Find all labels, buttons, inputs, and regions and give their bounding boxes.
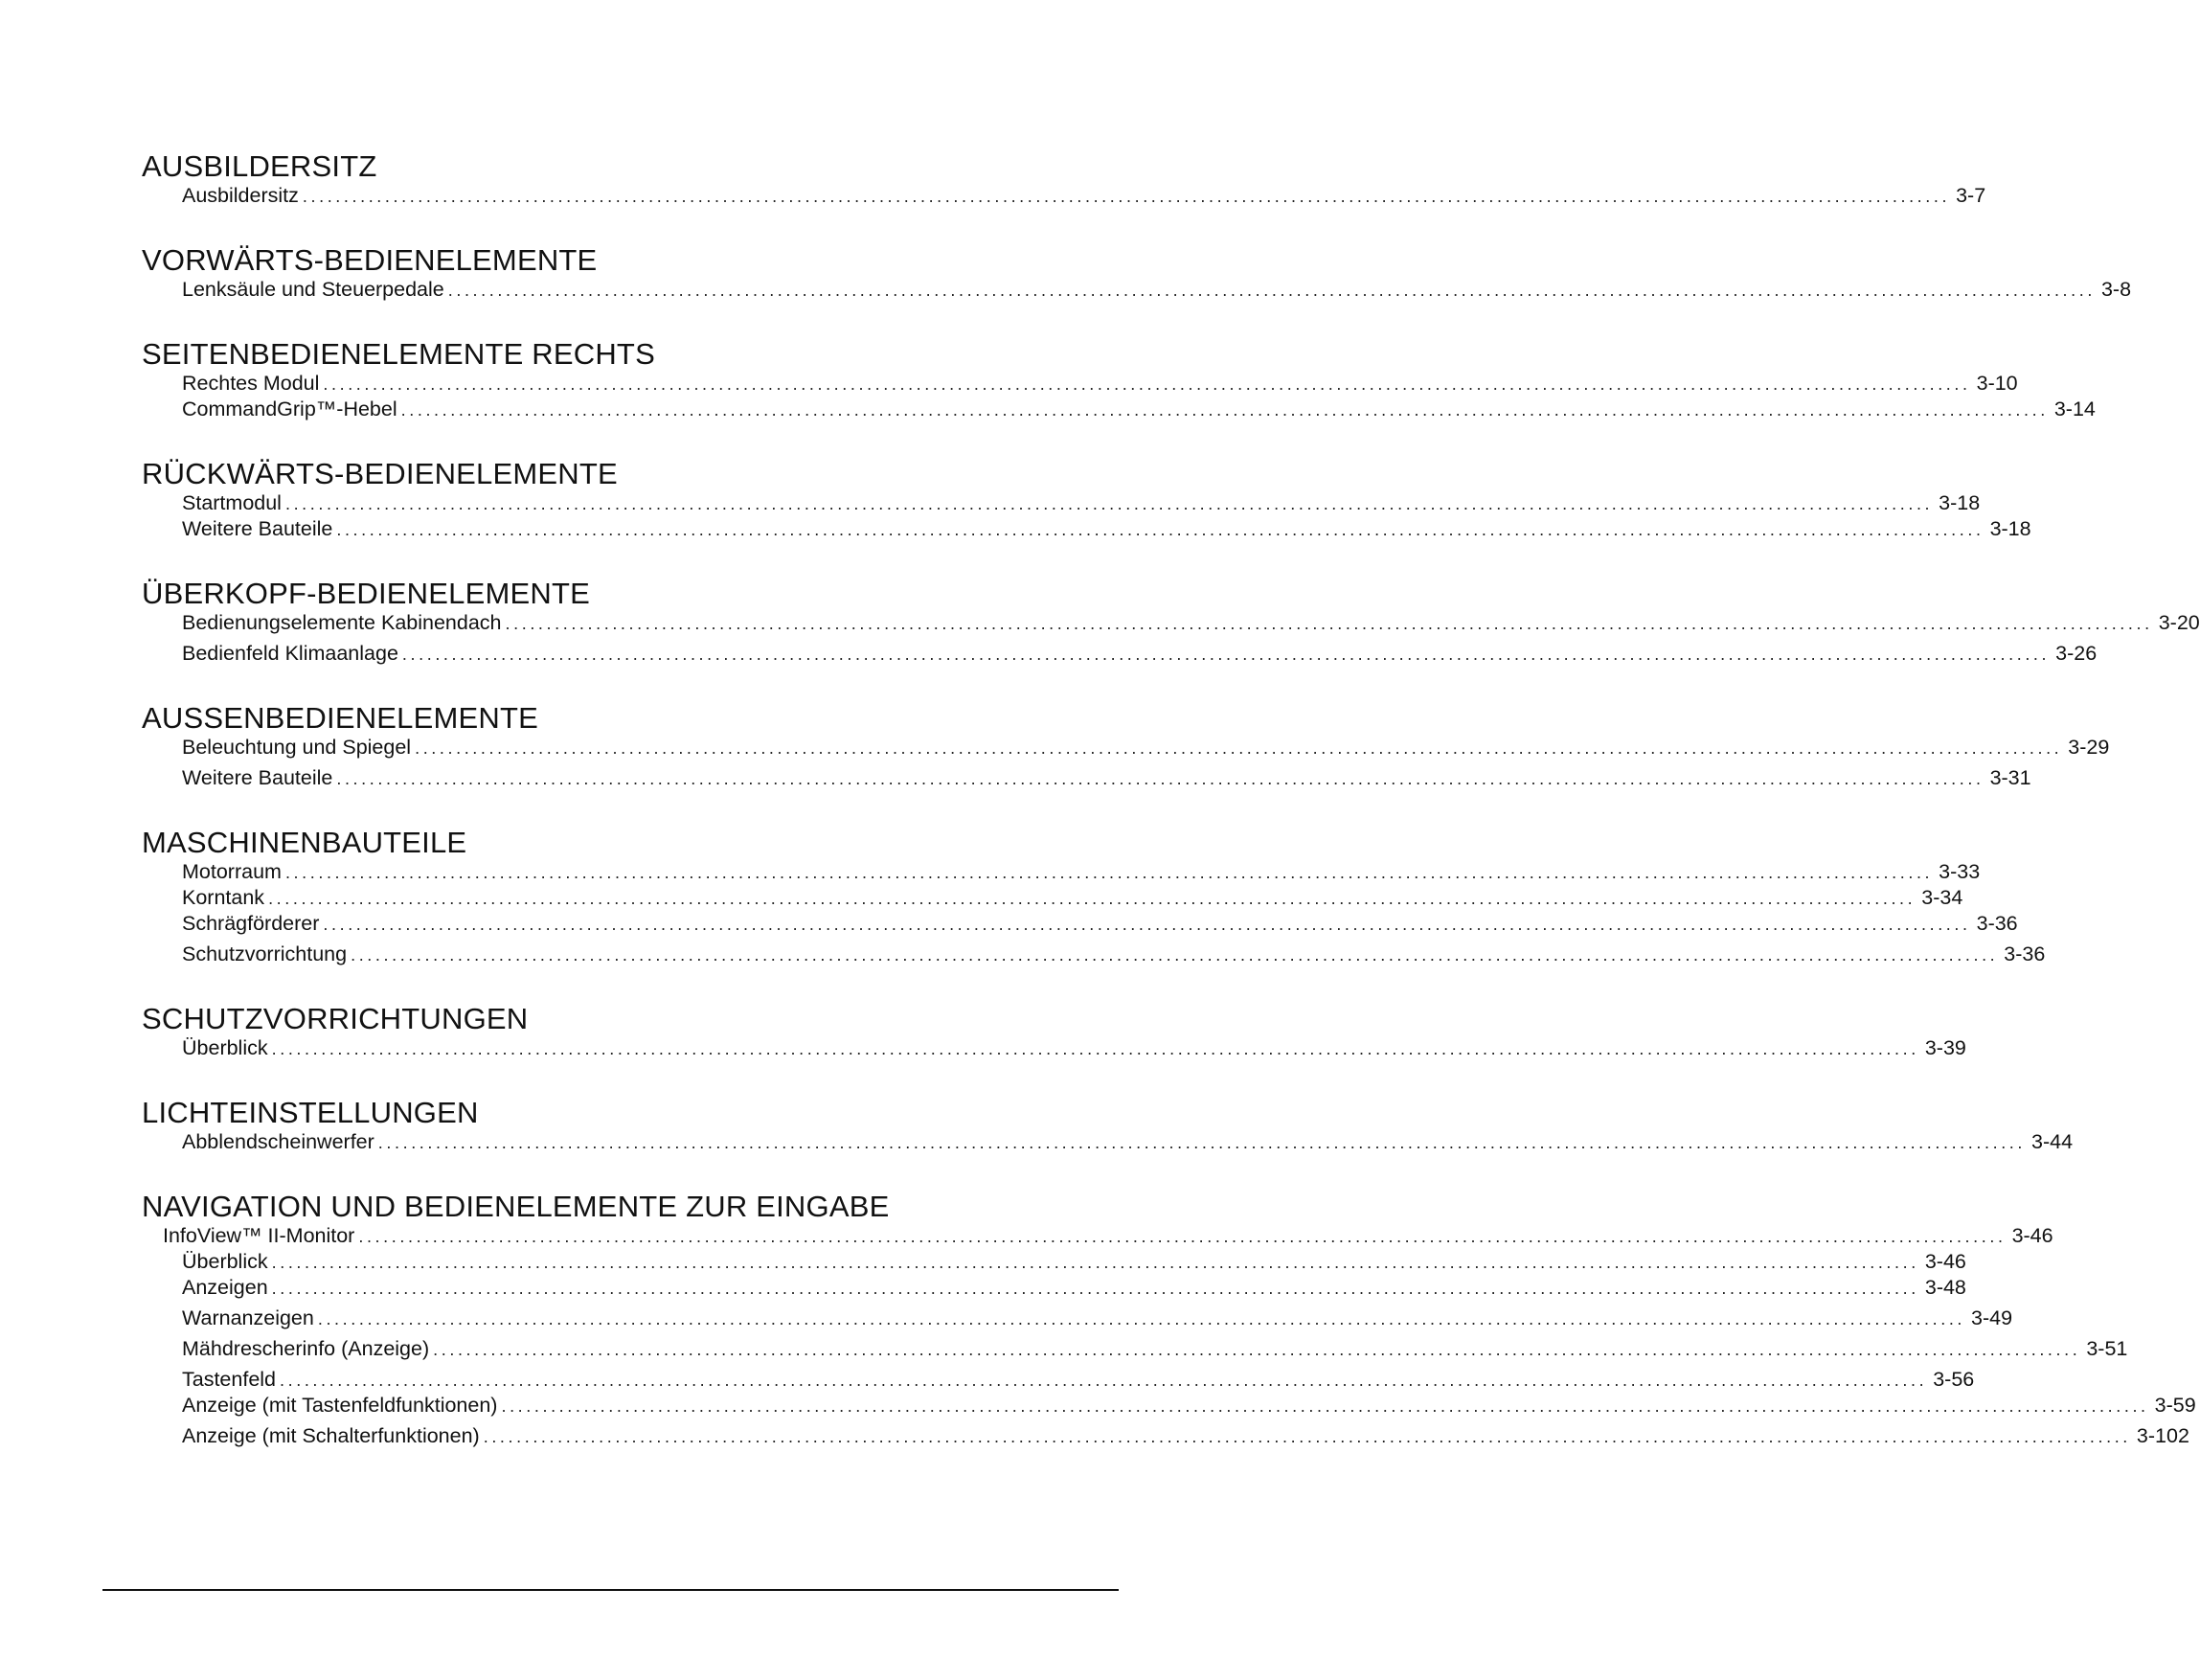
- entry-title: Mähdrescherinfo (Anzeige): [182, 1337, 430, 1360]
- toc-entry[interactable]: [142, 610, 2200, 636]
- dot-leader: ........................................................................................................................................................................................................: [271, 1253, 1919, 1272]
- dot-leader: ........................................................................................................................................................................................................: [447, 281, 2096, 300]
- dot-leader: ........................................................................................................................................................................................................: [351, 945, 1999, 965]
- dot-leader: ........................................................................................................................................................................................................: [268, 889, 1916, 908]
- toc-section: [142, 701, 2110, 791]
- toc-entry[interactable]: [142, 1275, 1966, 1301]
- dot-leader: ........................................................................................................................................................................................................: [400, 400, 2049, 420]
- dot-leader: ........................................................................................................................................................................................................: [271, 1039, 1919, 1058]
- entry-title: Schrägförderer: [182, 912, 320, 935]
- entry-page-number: 3-29: [2068, 736, 2110, 759]
- entry-title: Motorraum: [182, 860, 282, 883]
- toc-section: [142, 577, 2200, 667]
- toc-entry[interactable]: [142, 277, 2132, 303]
- dot-leader: ........................................................................................................................................................................................................: [377, 1133, 2026, 1152]
- toc-entry[interactable]: [142, 765, 2031, 791]
- section-heading: MASCHINENBAUTEILE: [142, 826, 467, 859]
- dot-leader: ........................................................................................................................................................................................................: [280, 1371, 1928, 1390]
- entry-page-number: 3-46: [1924, 1250, 1966, 1273]
- entry-page-number: 3-59: [2154, 1394, 2196, 1417]
- dot-leader: ........................................................................................................................................................................................................: [271, 1279, 1919, 1298]
- table-of-contents: [142, 149, 2200, 1486]
- toc-entry[interactable]: [142, 1393, 2196, 1419]
- entry-page-number: 3-20: [2158, 611, 2200, 634]
- entry-title: Lenksäule und Steuerpedale: [182, 278, 444, 301]
- entry-page-number: 3-39: [1924, 1036, 1966, 1059]
- toc-entry[interactable]: [142, 641, 2098, 667]
- entry-title: InfoView™ II-Monitor: [163, 1224, 355, 1247]
- section-heading: AUSSENBEDIENELEMENTE: [142, 701, 538, 735]
- toc-section: [142, 1190, 2196, 1449]
- toc-entry[interactable]: [142, 490, 1981, 516]
- dot-leader: ........................................................................................................................................................................................................: [401, 645, 2051, 664]
- toc-section: [142, 243, 2132, 303]
- section-heading: AUSBILDERSITZ: [142, 149, 377, 183]
- section-heading: SEITENBEDIENELEMENTE RECHTS: [142, 337, 655, 371]
- dot-leader: ........................................................................................................................................................................................................: [501, 1396, 2149, 1416]
- section-heading: ÜBERKOPF-BEDIENELEMENTE: [142, 577, 590, 610]
- dot-leader: ........................................................................................................................................................................................................: [505, 614, 2153, 633]
- section-heading: SCHUTZVORRICHTUNGEN: [142, 1002, 529, 1035]
- dot-leader: ........................................................................................................................................................................................................: [317, 1309, 1966, 1328]
- entry-page-number: 3-36: [1976, 912, 2018, 935]
- section-heading: NAVIGATION UND BEDIENELEMENTE ZUR EINGABE: [142, 1190, 890, 1223]
- entry-page-number: 3-31: [1989, 766, 2031, 789]
- toc-entry[interactable]: [142, 942, 2046, 967]
- entry-page-number: 3-56: [1933, 1368, 1975, 1391]
- entry-page-number: 3-102: [2136, 1424, 2189, 1447]
- toc-entry[interactable]: [142, 859, 1981, 885]
- toc-entry[interactable]: [142, 1336, 2128, 1362]
- entry-page-number: 3-7: [1956, 184, 1986, 207]
- entry-title: Startmodul: [182, 491, 282, 514]
- entry-title: Bedienfeld Klimaanlage: [182, 642, 398, 665]
- toc-entry[interactable]: [142, 371, 2018, 397]
- entry-title: Rechtes Modul: [182, 372, 320, 395]
- entry-title: Anzeige (mit Schalterfunktionen): [182, 1424, 480, 1447]
- entry-title: Weitere Bauteile: [182, 517, 333, 540]
- toc-entry[interactable]: [142, 1423, 2189, 1449]
- entry-page-number: 3-14: [2053, 397, 2096, 420]
- toc-entry[interactable]: [142, 1305, 2013, 1331]
- dot-leader: ........................................................................................................................................................................................................: [284, 494, 1934, 513]
- toc-section: [142, 337, 2096, 422]
- toc-entry[interactable]: [142, 183, 1986, 209]
- entry-title: Schutzvorrichtung: [182, 942, 348, 965]
- toc-entry[interactable]: [142, 1367, 1975, 1393]
- entry-title: CommandGrip™-Hebel: [182, 397, 397, 420]
- toc-entry[interactable]: [142, 1129, 2074, 1155]
- entry-page-number: 3-48: [1924, 1276, 1966, 1299]
- entry-title: Weitere Bauteile: [182, 766, 333, 789]
- toc-entry[interactable]: [142, 735, 2110, 761]
- entry-page-number: 3-51: [2086, 1337, 2128, 1360]
- footer-rule: [102, 1589, 1119, 1591]
- toc-entry[interactable]: [142, 1035, 1966, 1061]
- entry-title: Überblick: [182, 1250, 268, 1273]
- section-heading: VORWÄRTS-BEDIENELEMENTE: [142, 243, 598, 277]
- entry-title: Warnanzeigen: [182, 1306, 314, 1329]
- toc-section: [142, 149, 1986, 209]
- dot-leader: ........................................................................................................................................................................................................: [336, 520, 1985, 539]
- entry-title: Korntank: [182, 886, 265, 909]
- dot-leader: ........................................................................................................................................................................................................: [433, 1340, 2081, 1359]
- entry-page-number: 3-44: [2031, 1130, 2074, 1153]
- dot-leader: ........................................................................................................................................................................................................: [323, 375, 1971, 394]
- dot-leader: ........................................................................................................................................................................................................: [483, 1427, 2131, 1446]
- entry-page-number: 3-18: [1989, 517, 2031, 540]
- toc-section: [142, 826, 2046, 967]
- entry-page-number: 3-36: [2004, 942, 2046, 965]
- entry-page-number: 3-46: [2011, 1224, 2053, 1247]
- entry-title: Abblendscheinwerfer: [182, 1130, 374, 1153]
- entry-title: Beleuchtung und Spiegel: [182, 736, 412, 759]
- dot-leader: ........................................................................................................................................................................................................: [323, 915, 1971, 934]
- entry-title: Überblick: [182, 1036, 268, 1059]
- dot-leader: ........................................................................................................................................................................................................: [284, 863, 1934, 882]
- entry-title: Tastenfeld: [182, 1368, 277, 1391]
- entry-page-number: 3-49: [1971, 1306, 2013, 1329]
- toc-entry[interactable]: [142, 885, 1963, 911]
- entry-page-number: 3-26: [2055, 642, 2098, 665]
- toc-entry[interactable]: [142, 911, 2018, 937]
- toc-section: [142, 1096, 2074, 1155]
- toc-entry[interactable]: [142, 1223, 2053, 1249]
- toc-entry[interactable]: [142, 516, 2031, 542]
- toc-section: [142, 1002, 1966, 1061]
- toc-entry[interactable]: [142, 1249, 1966, 1275]
- entry-page-number: 3-18: [1939, 491, 1981, 514]
- entry-page-number: 3-8: [2100, 278, 2132, 301]
- section-heading: RÜCKWÄRTS-BEDIENELEMENTE: [142, 457, 618, 490]
- dot-leader: ........................................................................................................................................................................................................: [358, 1227, 2007, 1246]
- entry-title: Bedienungselemente Kabinendach: [182, 611, 502, 634]
- dot-leader: ........................................................................................................................................................................................................: [415, 738, 2063, 758]
- section-heading: LICHTEINSTELLUNGEN: [142, 1096, 479, 1129]
- dot-leader: ........................................................................................................................................................................................................: [302, 187, 1951, 206]
- entry-title: Ausbildersitz: [182, 184, 299, 207]
- entry-title: Anzeigen: [182, 1276, 268, 1299]
- dot-leader: ........................................................................................................................................................................................................: [336, 769, 1985, 788]
- toc-section: [142, 457, 2031, 542]
- entry-page-number: 3-10: [1976, 372, 2018, 395]
- entry-page-number: 3-34: [1921, 886, 1963, 909]
- entry-page-number: 3-33: [1939, 860, 1981, 883]
- entry-title: Anzeige (mit Tastenfeldfunktionen): [182, 1394, 498, 1417]
- toc-entry[interactable]: [142, 397, 2096, 422]
